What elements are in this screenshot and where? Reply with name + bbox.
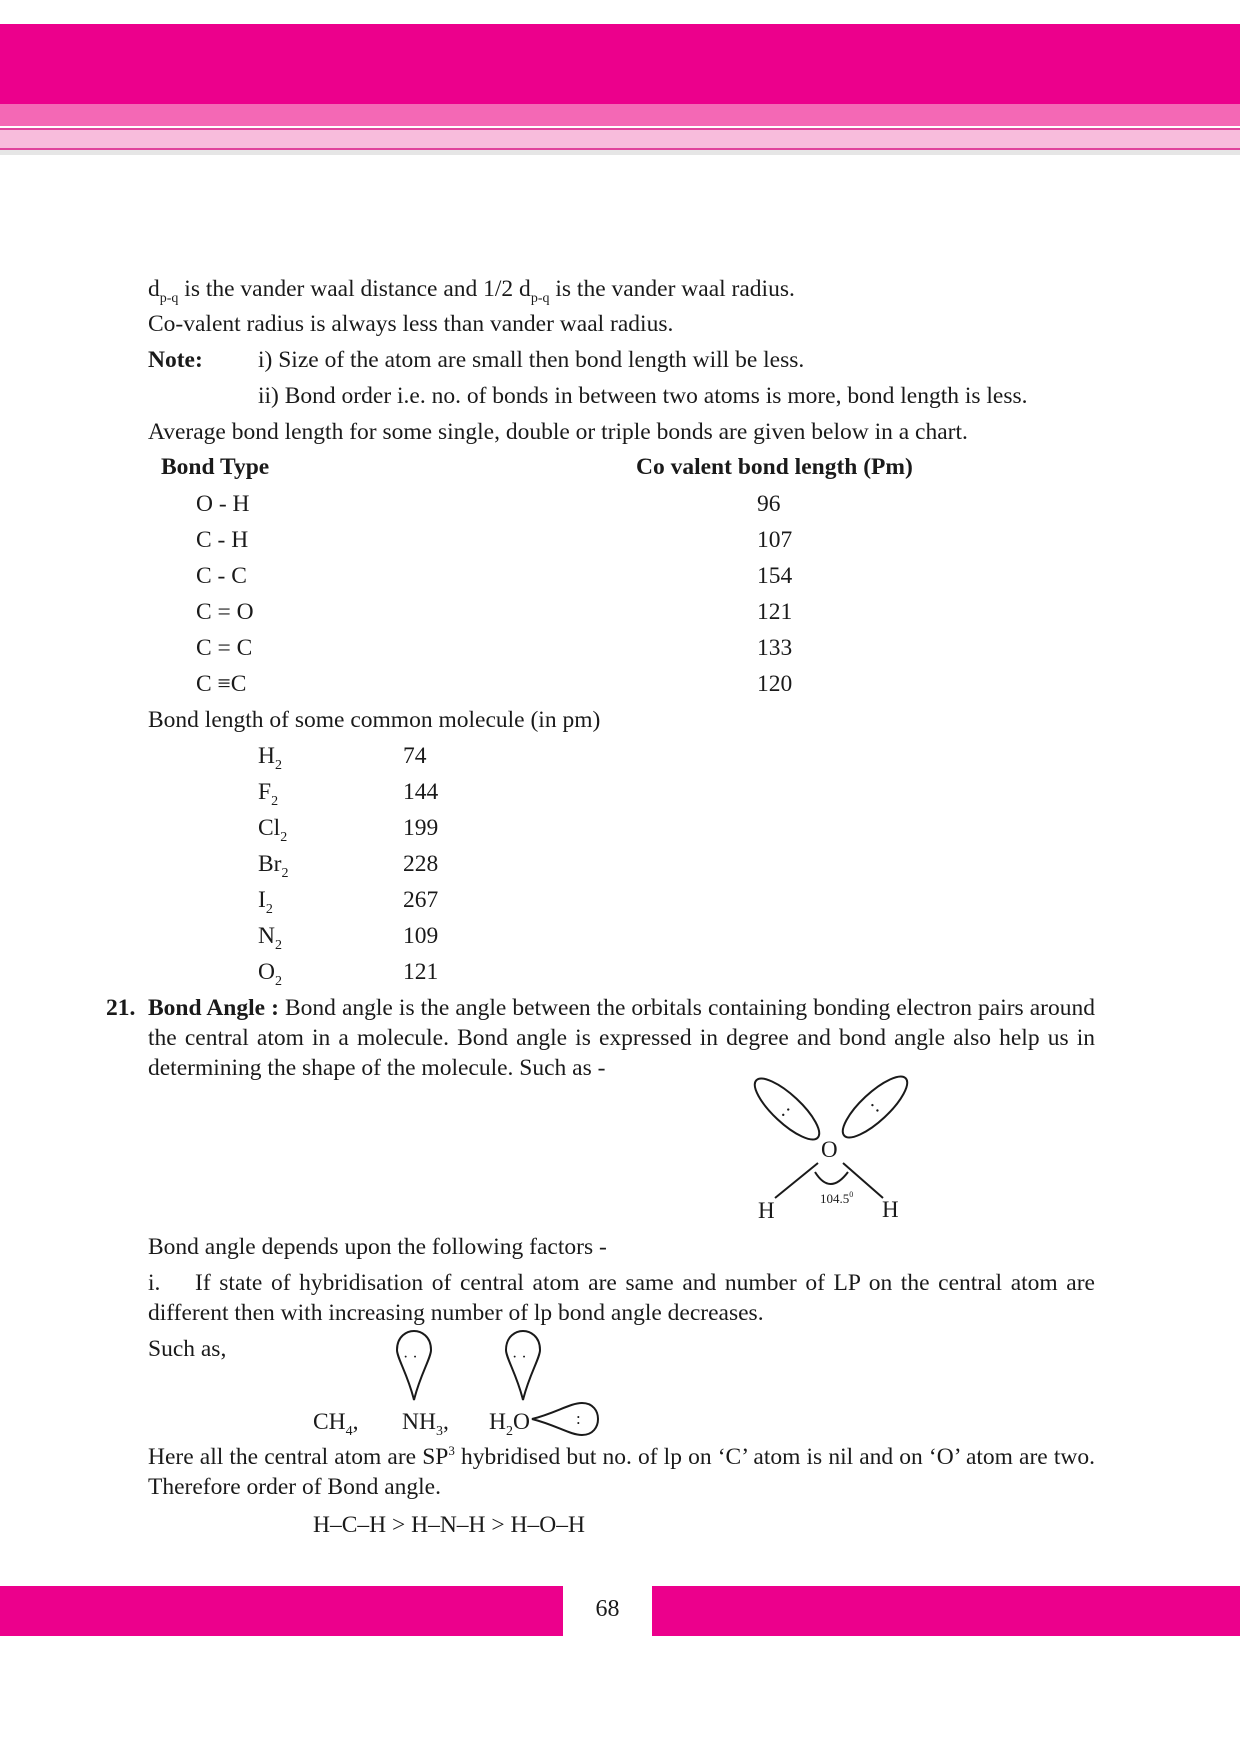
water-molecule-diagram [747, 1068, 916, 1198]
bond-type-cell: C = O [196, 599, 254, 625]
nh3-formula: $NH_3$, [402, 1409, 449, 1439]
oxygen-label: O [821, 1137, 838, 1162]
bond-line-left [775, 1163, 818, 1198]
molecule-symbol: $O_2$ [258, 959, 282, 989]
note-label: Note: [148, 347, 203, 373]
section-number: 21. [106, 995, 136, 1021]
bond-length-cell: 120 [757, 671, 793, 697]
angle-arc [815, 1172, 848, 1184]
section-title: Bond Angle : [148, 995, 279, 1021]
molecule-intro: Bond length of some common molecule (in pm) [148, 707, 601, 733]
h2o-formula: $H_2O$ [489, 1409, 530, 1439]
molecule-value: 109 [403, 923, 439, 949]
covalent-radius-line: Co-valent radius is always less than vander waal radius. [148, 311, 674, 337]
molecule-symbol: $Cl_2$ [258, 815, 288, 845]
bond-length-header: Co valent bond length (Pm) [636, 454, 913, 480]
page-number: 68 [595, 1596, 620, 1622]
lone-pair-dots: : [576, 1409, 581, 1428]
lone-pair-dots: : [777, 1101, 797, 1122]
bond-length-cell: 121 [757, 599, 793, 625]
bond-type-cell: C - H [196, 527, 249, 553]
bond-type-cell: C ≡C [196, 671, 247, 697]
bond-angle-paragraph: Bond Angle : Bond angle is the angle between the orbitals containing bonding electron pairs around the central atom in a molecule. Bond angle is expressed in degree and bond angle also help us in determining the shape of the molecule. Such as - [148, 995, 1096, 1081]
molecule-value: 199 [403, 815, 439, 841]
factor-1-marker: i. [148, 1270, 161, 1296]
note-item-1: i) Size of the atom are small then bond length will be less. [258, 347, 805, 373]
factor-1-text: If state of hybridisation of central atom are same and number of LP on the central atom are different then with increasing number of lp bond angle decreases. [148, 1270, 1095, 1326]
molecule-symbol: $F_2$ [258, 779, 279, 809]
molecule-value: 74 [403, 743, 427, 769]
average-bond-intro: Average bond length for some single, double or triple bonds are given below in a chart. [148, 419, 968, 445]
lone-pair-dots: : [864, 1096, 884, 1117]
molecule-symbol: $I_2$ [258, 887, 273, 917]
vander-waal-line: $d_{p-q}$ is the vander waal distance and 1/2 $d_{p-q}$ is the vander waal radius. [148, 276, 795, 306]
bond-length-cell: 154 [757, 563, 793, 589]
bond-length-cell: 133 [757, 635, 793, 661]
angle-label: 104.5$^0$ [820, 1190, 854, 1206]
lone-pair-dots: · · [512, 1349, 527, 1366]
hydrogen-right-label: H [882, 1197, 899, 1222]
factors-intro: Bond angle depends upon the following factors - [148, 1234, 607, 1260]
molecule-symbol: $N_2$ [258, 923, 282, 953]
hydrogen-left-label: H [758, 1198, 775, 1223]
bond-length-cell: 96 [757, 491, 781, 517]
water-lone-pair-side [532, 1403, 598, 1435]
molecule-symbol: $Br_2$ [258, 851, 289, 881]
footer-band-right [652, 1586, 1240, 1636]
bond-type-cell: C - C [196, 563, 247, 589]
molecule-value: 121 [403, 959, 439, 985]
bond-length-cell: 107 [757, 527, 793, 553]
note-item-2: ii) Bond order i.e. no. of bonds in between two atoms is more, bond length is less. [258, 383, 1028, 409]
molecule-value: 144 [403, 779, 439, 805]
molecule-value: 267 [403, 887, 439, 913]
conclusion-paragraph: Here all the central atom are $SP^3$ hybridised but no. of lp on ‘C’ atom is nil and on ‘O’ atom are two. Therefore order of Bond angle. [148, 1443, 1095, 1500]
bond-angle-order: H–C–H > H–N–H > H–O–H [313, 1512, 585, 1538]
footer-band-left [0, 1586, 563, 1636]
molecule-symbol: $H_2$ [258, 743, 282, 773]
molecule-value: 228 [403, 851, 439, 877]
bond-type-cell: C = C [196, 635, 253, 661]
bond-type-cell: O - H [196, 491, 250, 517]
such-as-label: Such as, [148, 1336, 227, 1362]
lone-pair-dots: · · [403, 1349, 418, 1366]
ch4-formula: $CH_4$, [313, 1409, 359, 1439]
bond-type-header: Bond Type [161, 454, 270, 480]
